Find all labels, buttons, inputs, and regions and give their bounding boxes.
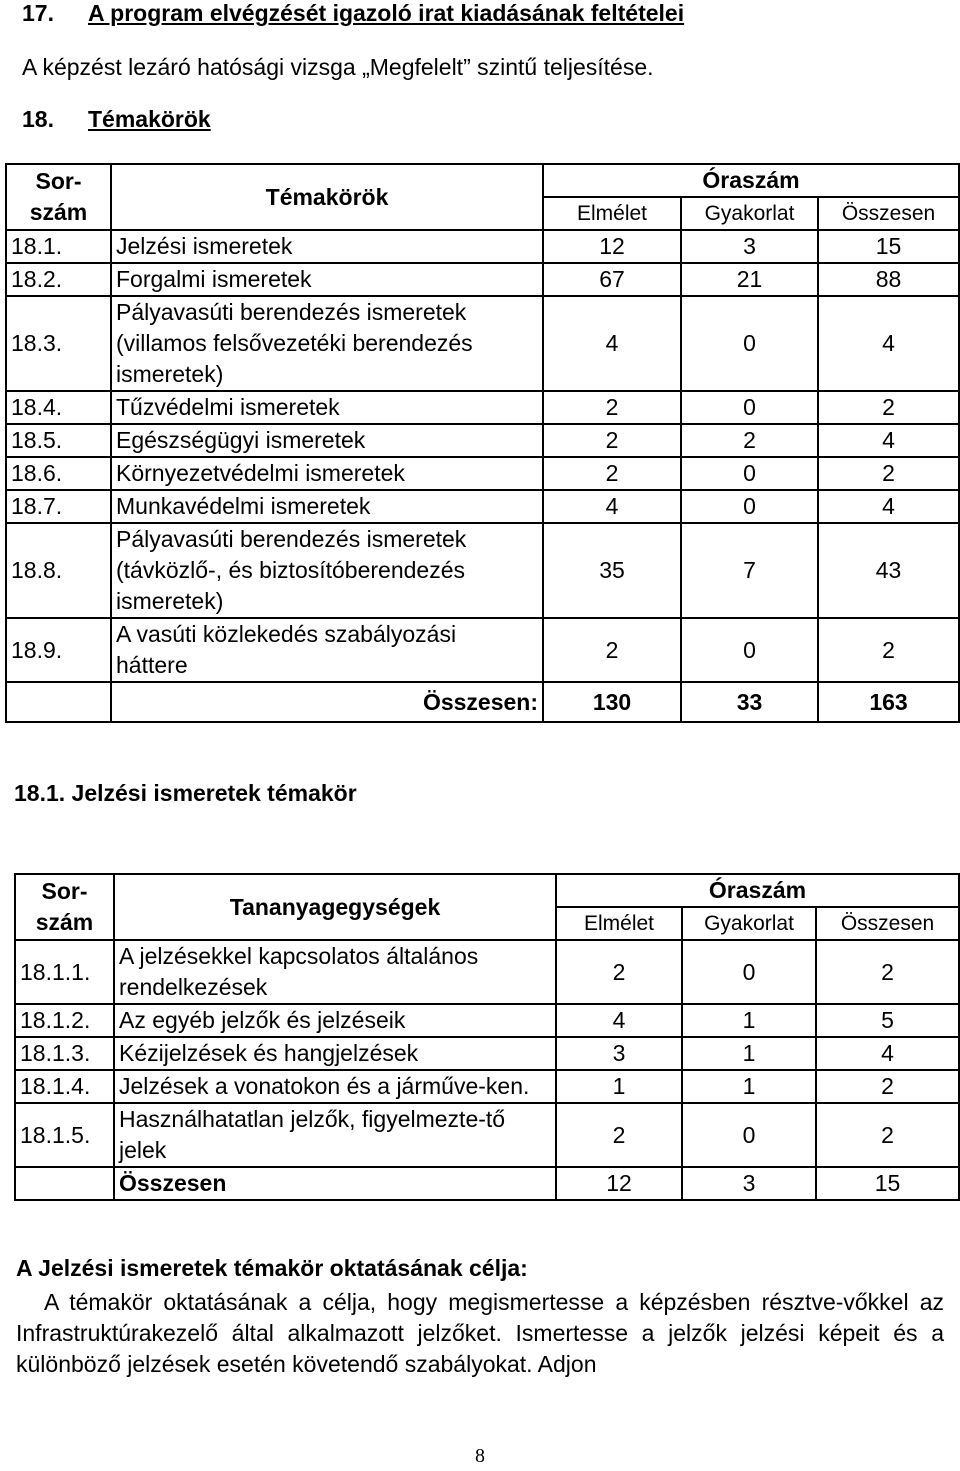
- section-18-1-heading: 18.1. Jelzési ismeretek témakör: [14, 780, 357, 806]
- row-number: 18.4.: [6, 391, 111, 424]
- row-topic: Tűzvédelmi ismeretek: [111, 391, 543, 424]
- sum-practice: 3: [682, 1167, 816, 1200]
- table-sum-row: [15, 1167, 959, 1200]
- row-number: 18.6.: [6, 457, 111, 490]
- row-theory: 2: [543, 457, 681, 490]
- units-table: [14, 873, 960, 1201]
- header-sor: Sor-: [35, 168, 82, 194]
- table-row: [15, 1103, 959, 1167]
- row-unit: Jelzések a vonatokon és a járműve-ken.: [114, 1070, 556, 1103]
- header-sorszam: [15, 874, 114, 940]
- row-topic: Pályavasúti berendezés ismeretek (távközlő-, és biztosítóberendezés ismeretek): [111, 523, 543, 618]
- header-szam: szám: [29, 199, 88, 225]
- row-number: 18.5.: [6, 424, 111, 457]
- row-theory: 3: [556, 1037, 682, 1070]
- header-practice: Gyakorlat: [681, 197, 818, 230]
- row-theory: 35: [543, 523, 681, 618]
- row-number: 18.2.: [6, 263, 111, 296]
- row-practice: 0: [681, 296, 818, 391]
- row-total: 4: [818, 490, 959, 523]
- row-total: 4: [816, 1037, 959, 1070]
- row-theory: 2: [556, 1103, 682, 1167]
- row-unit: A jelzésekkel kapcsolatos általános rendelkezések: [114, 940, 556, 1004]
- topics-table: [5, 163, 960, 723]
- row-topic: Pályavasúti berendezés ismeretek (villamos felsővezetéki berendezés ismeretek): [111, 296, 543, 391]
- sum-empty-cell: [15, 1167, 114, 1200]
- section-17-title: A program elvégzését igazoló irat kiadásának feltételei: [88, 0, 685, 26]
- table-row: [15, 1004, 959, 1037]
- section-17-heading: [22, 0, 684, 27]
- header-sor: Sor-: [41, 878, 88, 904]
- row-practice: 0: [681, 490, 818, 523]
- section-18-title: Témakörök: [88, 106, 211, 132]
- row-total: 4: [818, 296, 959, 391]
- header-sorszam: [6, 164, 111, 230]
- row-theory: 2: [556, 940, 682, 1004]
- sum-label: Összesen: [114, 1167, 556, 1200]
- table-row: [15, 1037, 959, 1070]
- row-total: 15: [818, 230, 959, 263]
- row-number: 18.1.1.: [15, 940, 114, 1004]
- header-hours: Óraszám: [543, 164, 959, 197]
- row-total: 2: [816, 1070, 959, 1103]
- header-practice: Gyakorlat: [682, 907, 816, 940]
- row-theory: 2: [543, 618, 681, 682]
- row-number: 18.7.: [6, 490, 111, 523]
- row-theory: 67: [543, 263, 681, 296]
- sum-total: 163: [818, 682, 959, 722]
- row-total: 4: [818, 424, 959, 457]
- row-unit: Kézijelzések és hangjelzések: [114, 1037, 556, 1070]
- row-practice: 1: [682, 1070, 816, 1103]
- row-practice: 7: [681, 523, 818, 618]
- row-unit: Az egyéb jelzők és jelzéseik: [114, 1004, 556, 1037]
- goal-heading: A Jelzési ismeretek témakör oktatásának célja:: [16, 1255, 528, 1281]
- row-number: 18.1.: [6, 230, 111, 263]
- table-row: [6, 457, 959, 490]
- table-row: [6, 230, 959, 263]
- sum-total: 15: [816, 1167, 959, 1200]
- table-row: [6, 424, 959, 457]
- row-theory: 4: [556, 1004, 682, 1037]
- header-topics: Témakörök: [111, 164, 543, 230]
- row-number: 18.1.4.: [15, 1070, 114, 1103]
- row-theory: 12: [543, 230, 681, 263]
- row-theory: 4: [543, 296, 681, 391]
- row-total: 88: [818, 263, 959, 296]
- row-number: 18.1.5.: [15, 1103, 114, 1167]
- row-number: 18.8.: [6, 523, 111, 618]
- goal-paragraph: A témakör oktatásának a célja, hogy megismertesse a képzésben résztve-vőkkel az Infrastruktúrakezelő által alkalmazott jelzőket. Ismertesse a jelzők jelzési képeit és a különböző jelzések esetén követendő szabályokat. Adjon: [16, 1289, 944, 1377]
- table-row: [6, 296, 959, 391]
- sum-label: Összesen:: [111, 682, 543, 722]
- row-number: 18.1.2.: [15, 1004, 114, 1037]
- row-practice: 0: [681, 457, 818, 490]
- row-practice: 2: [681, 424, 818, 457]
- header-hours: Óraszám: [556, 874, 959, 907]
- row-practice: 1: [682, 1037, 816, 1070]
- header-theory: Elmélet: [543, 197, 681, 230]
- row-topic: Környezetvédelmi ismeretek: [111, 457, 543, 490]
- sum-practice: 33: [681, 682, 818, 722]
- table-row: [6, 490, 959, 523]
- section-17-text: A képzést lezáró hatósági vizsga „Megfelelt” szintű teljesítése.: [22, 54, 654, 80]
- row-topic: Munkavédelmi ismeretek: [111, 490, 543, 523]
- table-row: [6, 391, 959, 424]
- sum-empty-cell: [6, 682, 111, 722]
- row-practice: 0: [681, 391, 818, 424]
- header-total: Összesen: [818, 197, 959, 230]
- row-practice: 0: [682, 1103, 816, 1167]
- row-topic: Jelzési ismeretek: [111, 230, 543, 263]
- row-total: 5: [816, 1004, 959, 1037]
- row-topic: Forgalmi ismeretek: [111, 263, 543, 296]
- row-total: 2: [816, 1103, 959, 1167]
- row-practice: 0: [681, 618, 818, 682]
- row-practice: 3: [681, 230, 818, 263]
- row-theory: 2: [543, 391, 681, 424]
- row-unit: Használhatatlan jelzők, figyelmezte-tő jelek: [114, 1103, 556, 1167]
- table-header-row: [6, 164, 959, 197]
- row-total: 43: [818, 523, 959, 618]
- header-szam: szám: [35, 909, 94, 935]
- table-row: [6, 618, 959, 682]
- table-row: [15, 1070, 959, 1103]
- row-number: 18.1.3.: [15, 1037, 114, 1070]
- section-18-heading: [22, 106, 211, 133]
- section-17-number: 17.: [22, 0, 54, 26]
- row-theory: 1: [556, 1070, 682, 1103]
- row-total: 2: [818, 618, 959, 682]
- row-theory: 2: [543, 424, 681, 457]
- sum-theory: 12: [556, 1167, 682, 1200]
- row-practice: 1: [682, 1004, 816, 1037]
- header-theory: Elmélet: [556, 907, 682, 940]
- row-total: 2: [818, 457, 959, 490]
- table-sum-row: [6, 682, 959, 722]
- row-number: 18.3.: [6, 296, 111, 391]
- row-number: 18.9.: [6, 618, 111, 682]
- row-practice: 21: [681, 263, 818, 296]
- sum-theory: 130: [543, 682, 681, 722]
- section-18-number: 18.: [22, 106, 54, 132]
- row-practice: 0: [682, 940, 816, 1004]
- header-total: Összesen: [816, 907, 959, 940]
- page-number: 8: [475, 1445, 485, 1467]
- table-row: [6, 263, 959, 296]
- table-header-row: [15, 874, 959, 907]
- table-row: [15, 940, 959, 1004]
- row-total: 2: [816, 940, 959, 1004]
- header-units: Tananyagegységek: [114, 874, 556, 940]
- row-topic: A vasúti közlekedés szabályozási háttere: [111, 618, 543, 682]
- row-theory: 4: [543, 490, 681, 523]
- row-topic: Egészségügyi ismeretek: [111, 424, 543, 457]
- row-total: 2: [818, 391, 959, 424]
- table-row: [6, 523, 959, 618]
